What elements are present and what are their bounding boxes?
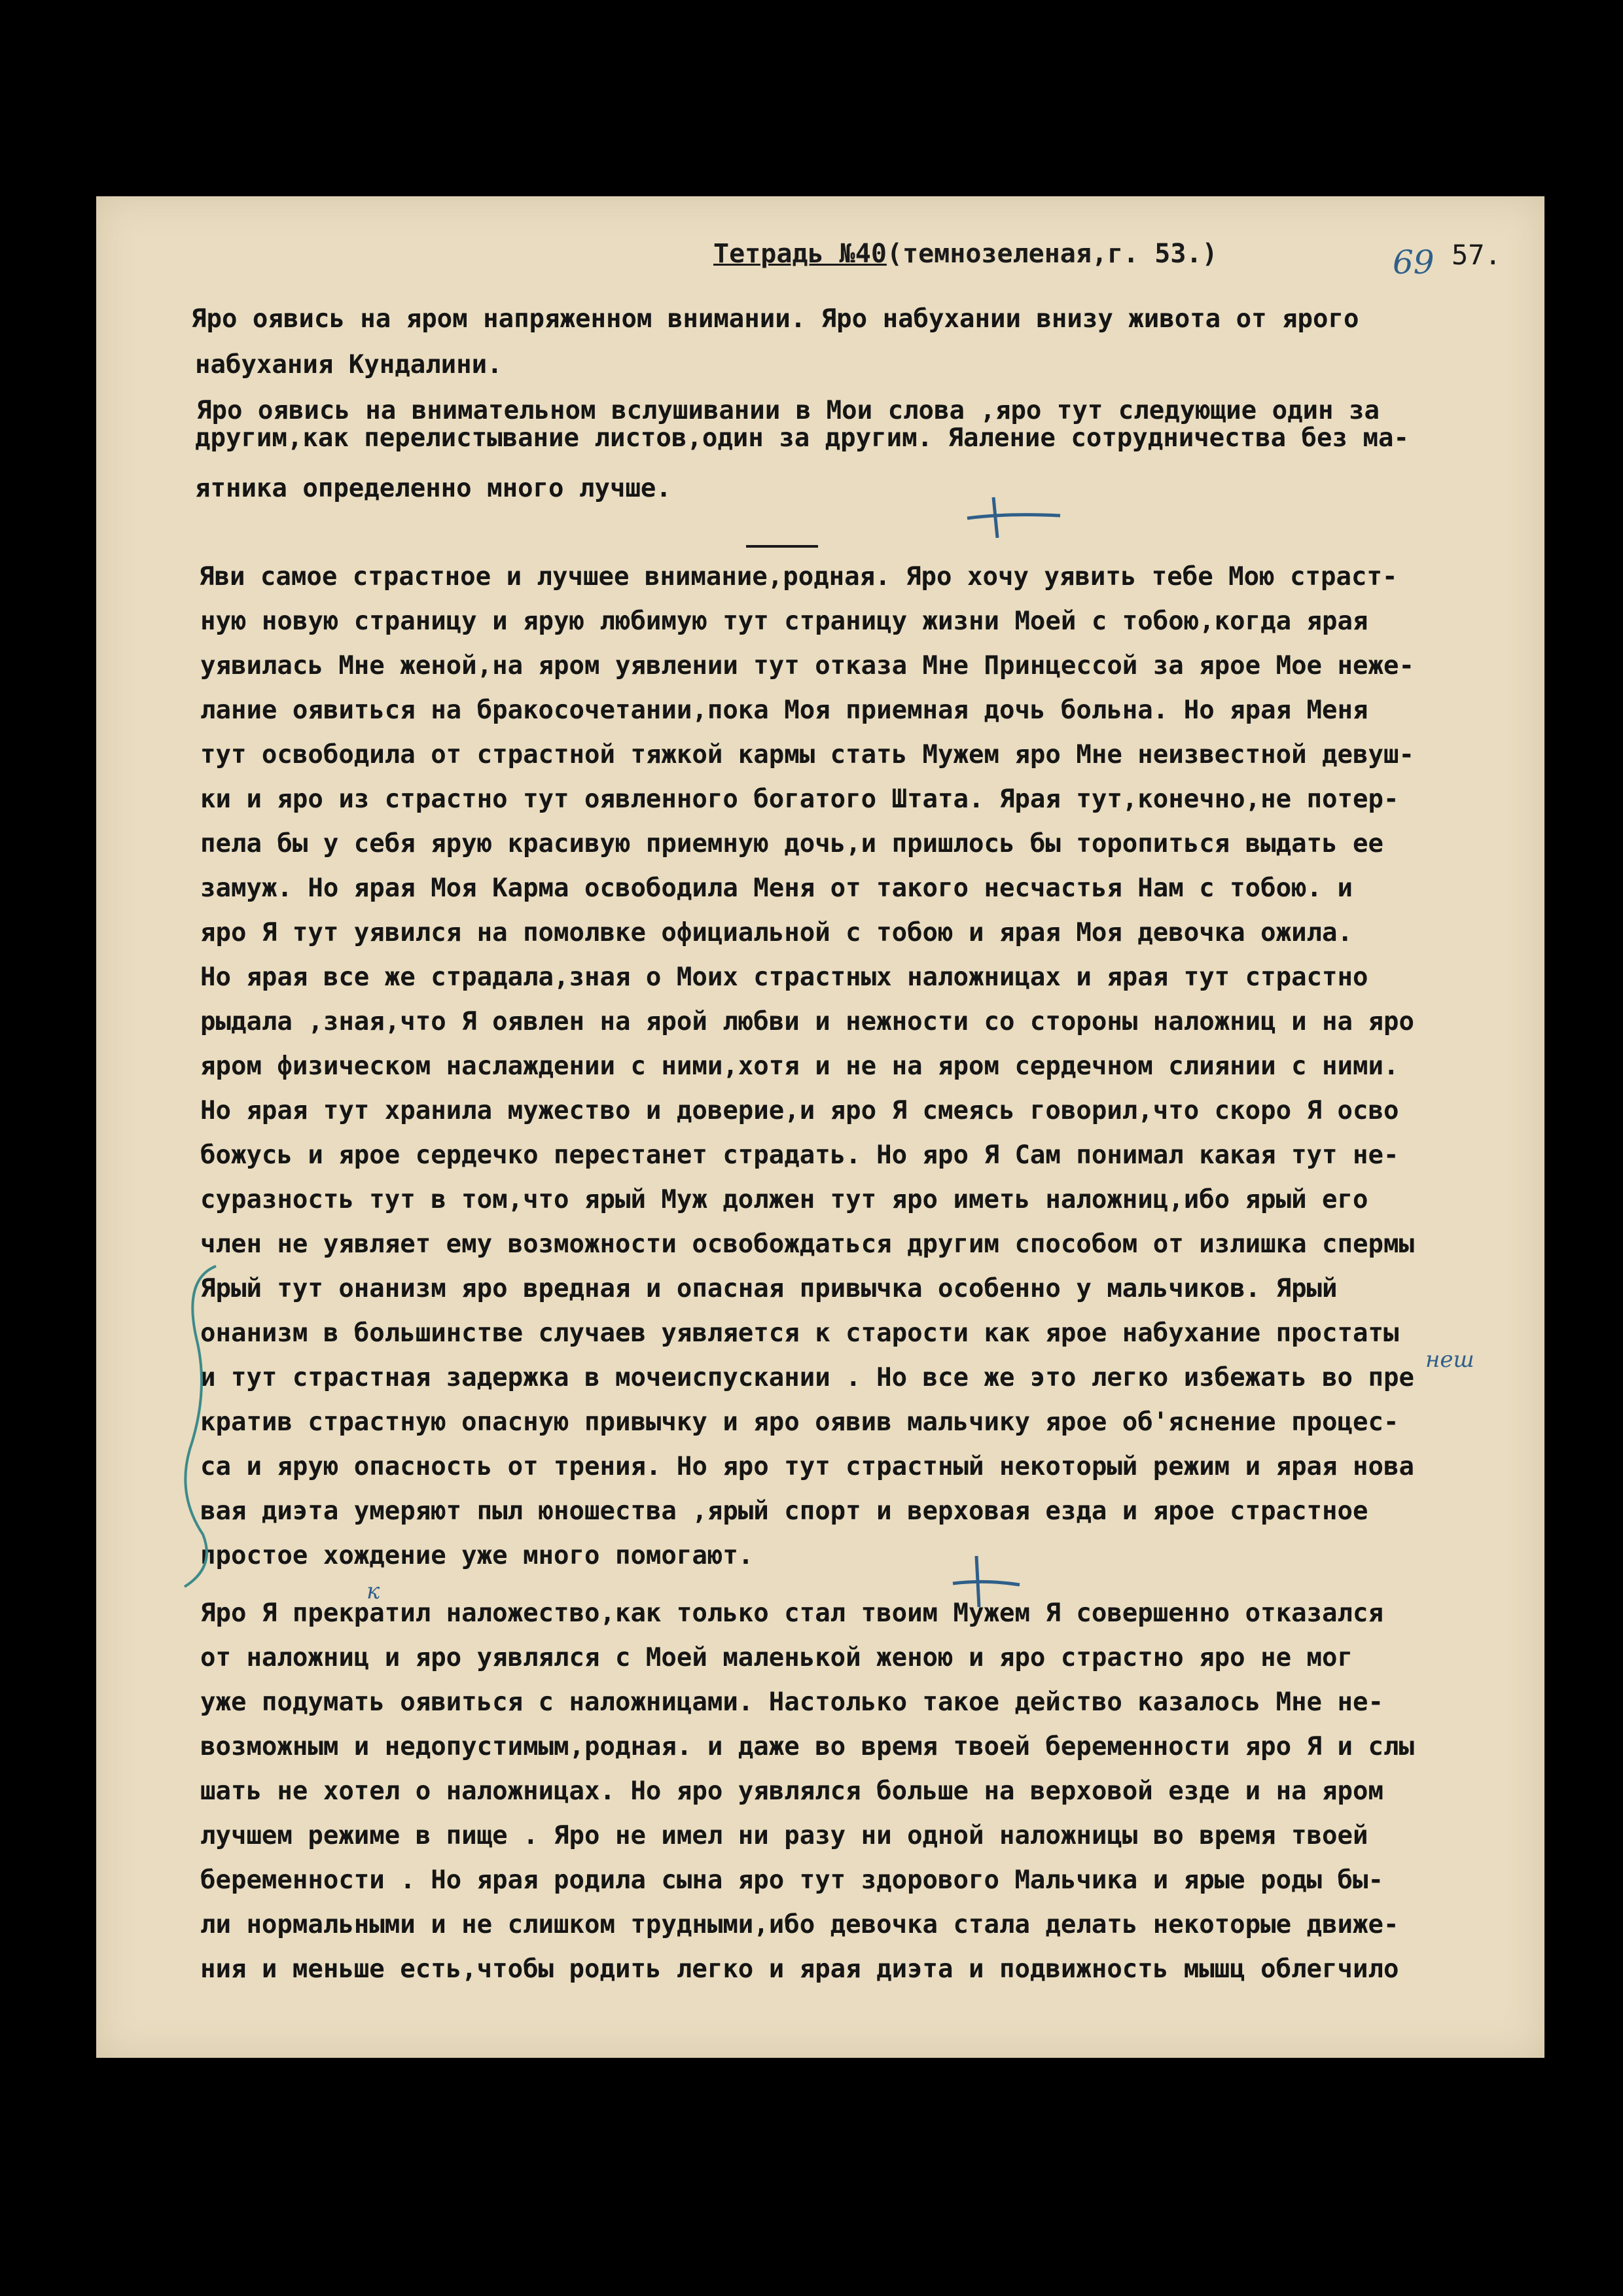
text-line: Яро оявись на внимательном вслушивании в Мои слова ,яро тут следующие один за — [196, 396, 1380, 425]
text-line: шать не хотел о наложницах. Но яро уявлялся больше на верховой езде и на яром — [200, 1776, 1383, 1806]
text-line: ятника определенно много лучше. — [195, 474, 671, 503]
text-line: Ярый тут онанизм яро вредная и опасная привычка особенно у мальчиков. Ярый — [200, 1274, 1338, 1303]
text-line: возможным и недопустимым,родная. и даже во время твоей беременности яро Я и слы — [200, 1732, 1414, 1761]
text-line: уявилась Мне женой,на яром уявлении тут отказа Мне Принцессой за ярое Мое неже- — [200, 651, 1414, 680]
text-line: Яро оявись на яром напряженном внимании. Яро набухании внизу живота от ярого — [191, 304, 1359, 334]
text-line: тут освободила от страстной тяжкой кармы стать Мужем яро Мне неизвестной девуш- — [200, 740, 1414, 769]
text-line: онанизм в большинстве случаев уявляется к старости как ярое набухание простаты — [200, 1318, 1399, 1348]
text-line: член не уявляет ему возможности освобождаться другим способом от излишка спермы — [200, 1229, 1414, 1259]
cross-mark-icon — [948, 1549, 1026, 1615]
text-line: ли нормальными и не слишком трудными,ибо девочка стала делать некоторые движе- — [200, 1910, 1399, 1939]
text-line: яро Я тут уявился на помолвке официальной с тобою и ярая Моя девочка ожила. — [200, 918, 1353, 947]
text-line: рыдала ,зная,что Я оявлен на ярой любви и нежности со стороны наложниц и на яро — [200, 1007, 1414, 1036]
text-line: простое хождение уже много помогают. — [200, 1541, 754, 1570]
margin-annotation: неш — [1425, 1347, 1474, 1373]
text-line: от наложниц и яро уявлялся с Моей маленькой женою и яро страстно яро не мог — [200, 1643, 1353, 1672]
text-line: кратив страстную опасную привычку и яро оявив мальчику ярое об'яснение процес- — [200, 1407, 1399, 1437]
text-line: набухания Кундалини. — [195, 350, 503, 380]
text-line: лучшем режиме в пище . Яро не имел ни разу ни одной наложницы во время твоей — [200, 1821, 1368, 1850]
section-separator — [746, 545, 818, 548]
text-line: Яро Я прекратил наложество,как только стал твоим Мужем Я совершенно отказался — [200, 1598, 1383, 1628]
handwritten-folio-number: 69 — [1393, 243, 1435, 281]
text-line: беременности . Но ярая родила сына яро тут здорового Мальчика и ярые роды бы- — [200, 1865, 1383, 1895]
text-line: уже подумать оявиться с наложницами. Настолько такое действо казалось Мне не- — [200, 1687, 1383, 1717]
text-line: и тут страстная задержка в мочеиспускании . Но все же это легко избежать во пре — [200, 1363, 1414, 1392]
page-number: 57. — [1452, 239, 1501, 271]
text-line: ки и яро из страстно тут оявленного богатого Штата. Ярая тут,конечно,не потер- — [200, 785, 1399, 814]
text-line: божусь и ярое сердечко перестанет страдать. Но яро Я Сам понимал какая тут не- — [200, 1140, 1399, 1170]
text-line: другим,как перелистывание листов,один за другим. Яаление сотрудничества без ма- — [195, 423, 1409, 453]
text-line: Но ярая тут хранила мужество и доверие,и яро Я смеясь говорил,что скоро Я осво — [200, 1096, 1399, 1125]
notebook-subtitle: (темнозеленая,г. 53.) — [886, 239, 1218, 269]
notebook-title: Тетрадь №40 — [713, 239, 887, 269]
text-line: са и ярую опасность от трения. Но яро тут страстный некоторый режим и ярая нова — [200, 1452, 1414, 1481]
text-line: замуж. Но ярая Моя Карма освободила Меня от такого несчастья Нам с тобою. и — [200, 874, 1353, 903]
text-line: лание оявиться на бракосочетании,пока Моя приемная дочь больна. Но ярая Меня — [200, 696, 1368, 725]
margin-annotation: к — [366, 1578, 380, 1604]
text-line: Яви самое страстное и лучшее внимание,родная. Яро хочу уявить тебе Мою страст- — [199, 562, 1398, 592]
text-line: ния и меньше есть,чтобы родить легко и ярая диэта и подвижность мышц облегчило — [200, 1954, 1399, 1984]
text-line: ную новую страницу и ярую любимую тут страницу жизни Моей с тобою,когда ярая — [200, 607, 1368, 636]
text-line: Но ярая все же страдала,зная о Моих страстных наложницах и ярая тут страстно — [200, 963, 1368, 992]
text-line: пела бы у себя ярую красивую приемную дочь,и пришлось бы торопиться выдать ее — [200, 829, 1383, 858]
text-line: яром физическом наслаждении с ними,хотя и не на яром сердечном слиянии с ними. — [200, 1051, 1399, 1081]
page-header — [713, 239, 1218, 269]
margin-bracket-icon — [177, 1260, 229, 1600]
text-line: суразность тут в том,что ярый Муж должен тут яро иметь наложниц,ибо ярый его — [200, 1185, 1368, 1214]
text-line: вая диэта умеряют пыл юношества ,ярый спорт и верховая езда и ярое страстное — [200, 1496, 1368, 1526]
cross-mark-icon — [962, 484, 1067, 543]
